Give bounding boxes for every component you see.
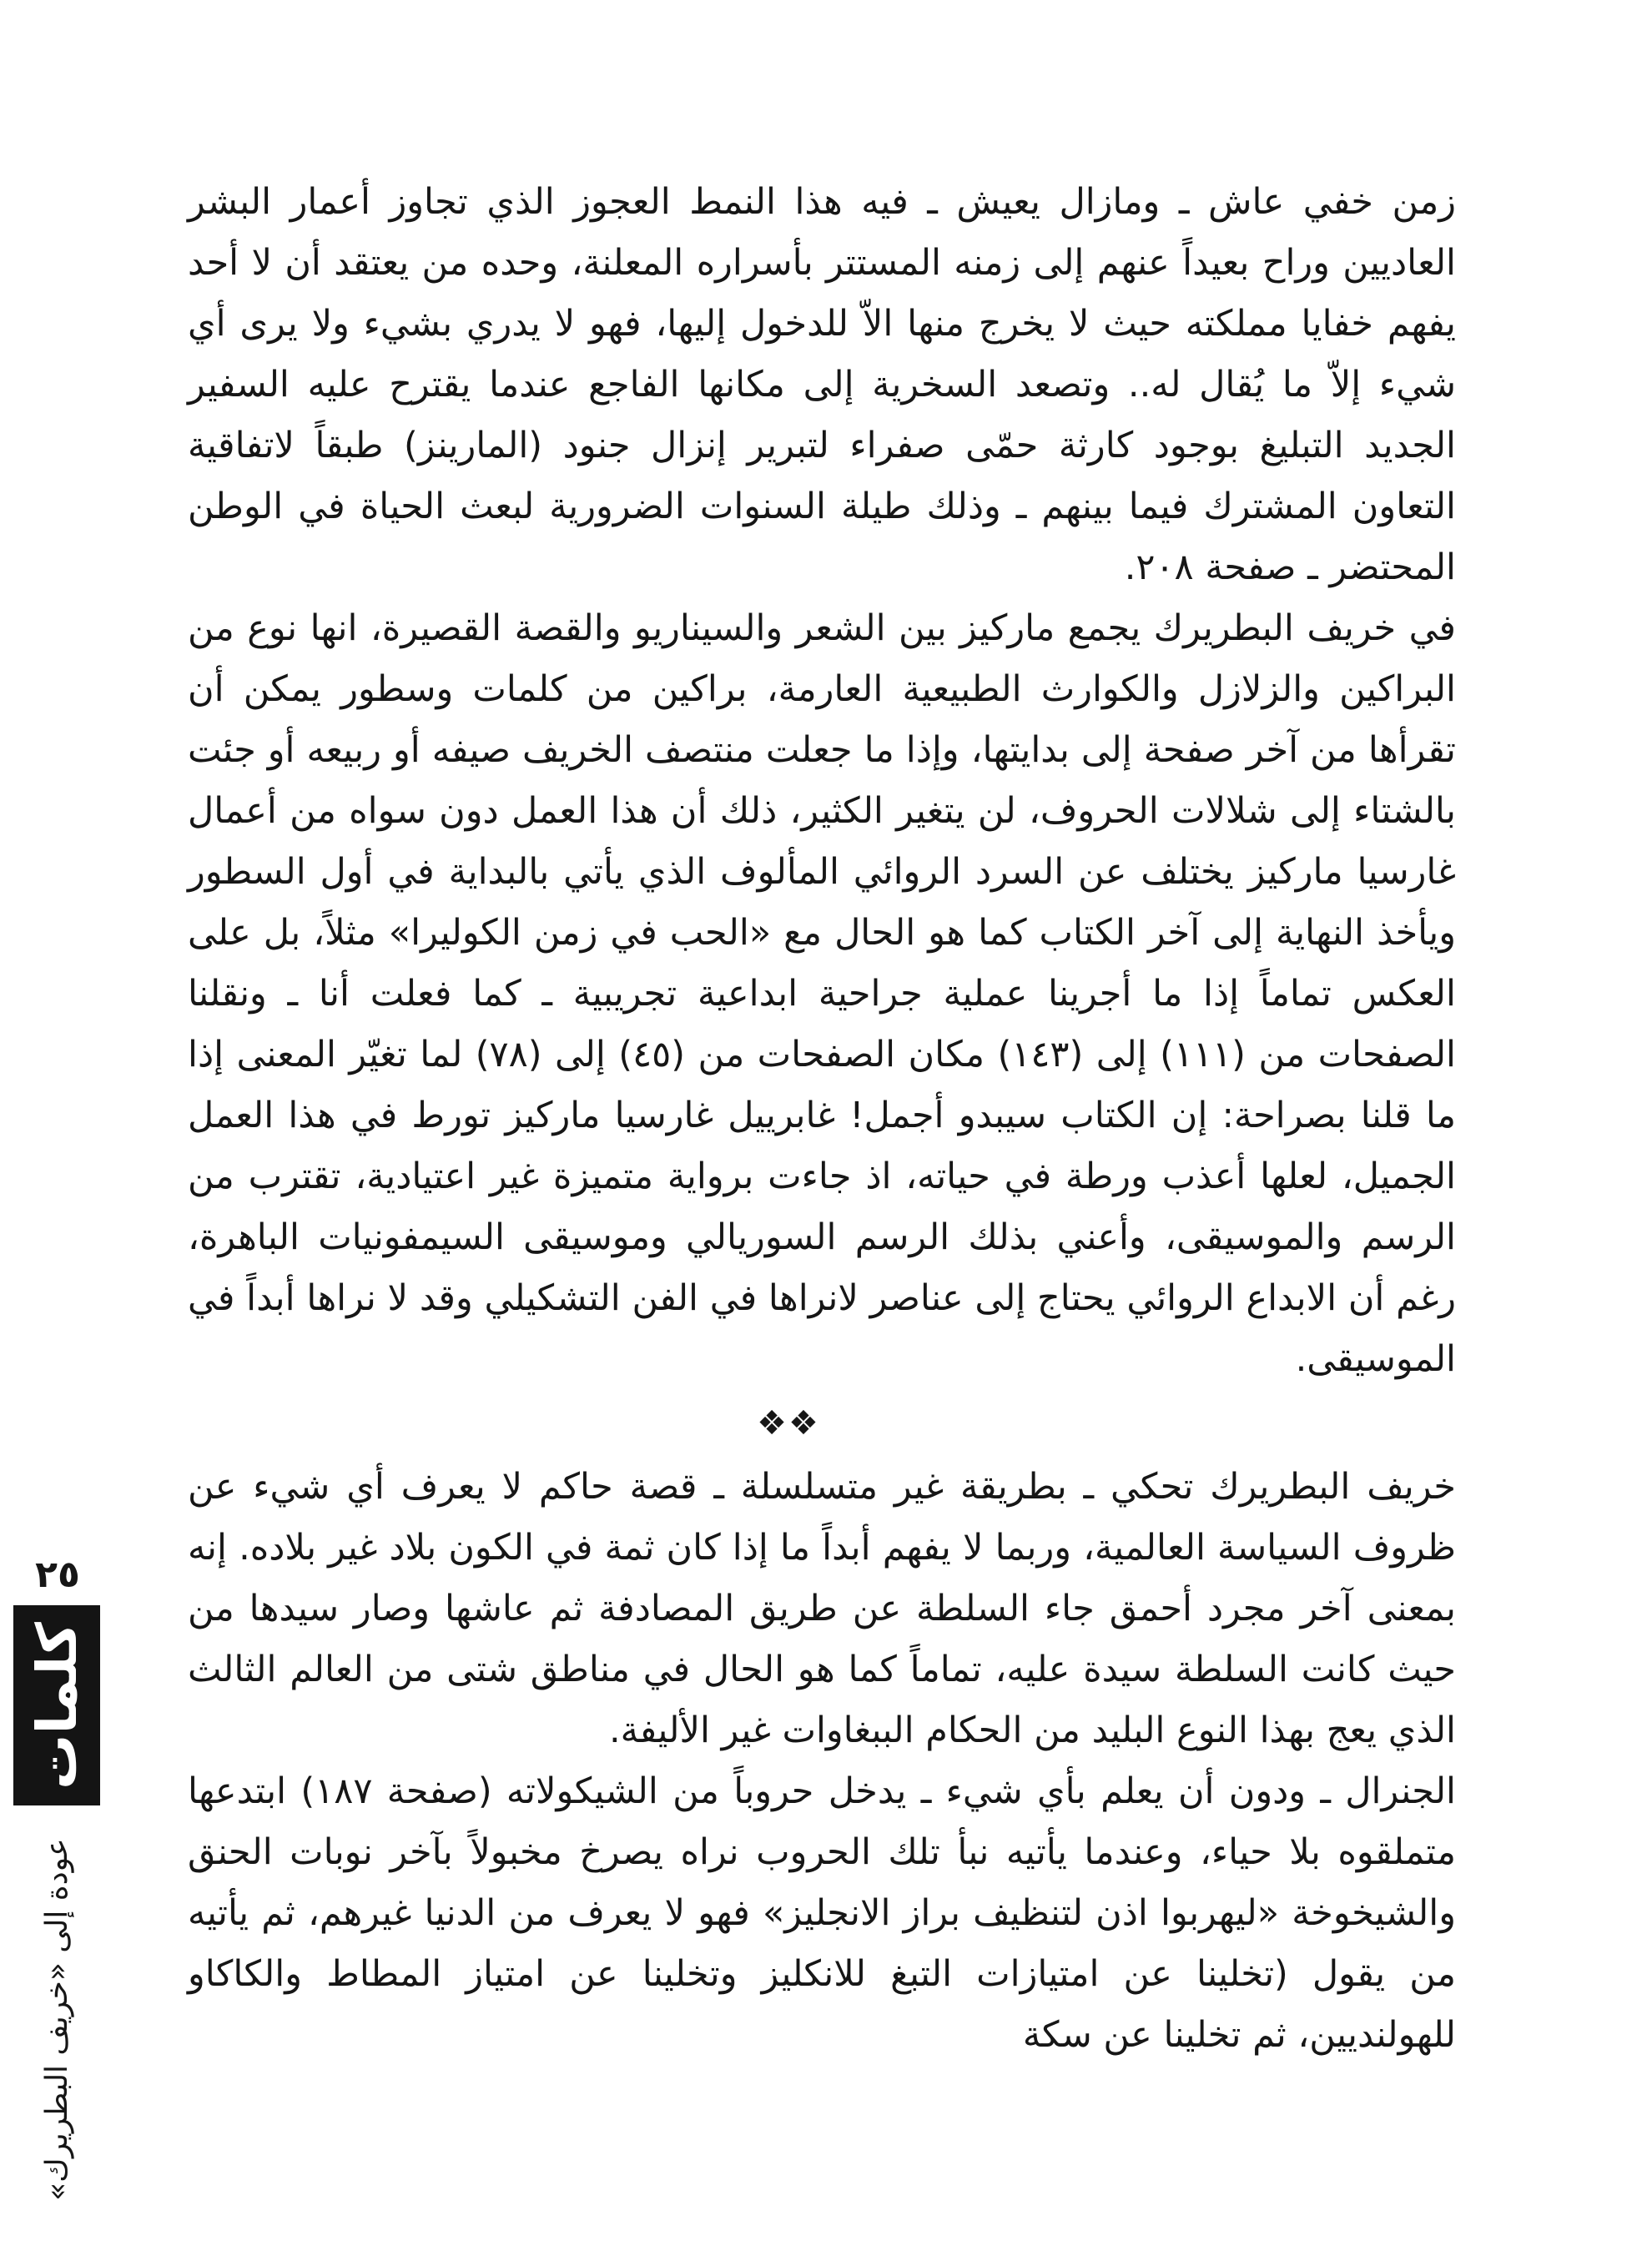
paragraph-1: زمن خفي عاش ـ ومازال يعيش ـ فيه هذا النمط العجوز الذي تجاوز أعمار البشر العاديين وراح بعيداً عنهم إلى زمنه المستتر بأسراره المعلنة، وحده من يعتقد أن لا أحد يفهم خفايا مملكته حيث لا يخرج منها الاّ للدخول إليها، فهو لا يدري بشيء ولا يرى أي شيء إلاّ ما يُقال له.. وتصعد السخرية إلى مكانها الفاجع عندما يقترح عليه السفير الجديد التبليغ بوجود كارثة حمّى صفراء لتبرير إنزال جنود (المارينز) طبقاً لاتفاقية التعاون المشترك فيما بينهم ـ وذلك طيلة السنوات الضرورية لبعث الحياة في الوطن المحتضر ـ صفحة ٢٠٨. <box>188 181 1456 588</box>
paragraph-3: خريف البطريرك تحكي ـ بطريقة غير متسلسلة ـ قصة حاكم لا يعرف أي شيء عن ظروف السياسة العالمية، وربما لا يفهم أبداً ما إذا كان ثمة في الكون بلاد غير بلاده. إنه بمعنى آخر مجرد أحمق جاء السلطة عن طريق المصادفة ثم عاشها وصار سيدها من حيث كانت السلطة سيدة عليه، تماماً كما هو الحال في مناطق شتى من العالم الثالث الذي يعج بهذا النوع البليد من الحكام الببغاوات غير الأليفة. <box>188 1466 1456 1751</box>
article-body <box>188 172 1456 2066</box>
running-title <box>13 1836 100 2203</box>
paragraph-4: الجنرال ـ ودون أن يعلم بأي شيء ـ يدخل حروباً من الشيكولاته (صفحة ١٨٧) ابتدعها متملقوه بلا حياء، وعندما يأتيه نبأ تلك الحروب نراه يصرخ مخبولاً بآخر نوبات الحنق والشيخوخة «ليهربوا اذن لتنظيف براز الانجليز» فهو لا يعرف من الدنيا غيرهم، ثم يأتيه من يقول (تخلينا عن امتيازات التبغ للانكليز وتخلينا عن امتياز المطاط والكاكاو للهولنديين، ثم تخلينا عن سكة <box>188 1770 1456 2056</box>
section-divider-ornament: ❖❖ <box>757 1404 820 1443</box>
magazine-logo-text: كلمات <box>24 1621 89 1790</box>
page-number: ٢٥ <box>35 1554 80 1596</box>
page-margin <box>13 1552 100 2219</box>
paragraph-2: في خريف البطريرك يجمع ماركيز بين الشعر والسيناريو والقصة القصيرة، انها نوع من البراكين والزلازل والكوارث الطبيعية العارمة، براكين من كلمات وسطور يمكن أن تقرأها من آخر صفحة إلى بدايتها، وإذا ما جعلت منتصف الخريف صيفه أو ربيعه أو جئت بالشتاء إلى شلالات الحروف، لن يتغير الكثير، ذلك أن هذا العمل دون سواه من أعمال غارسيا ماركيز يختلف عن السرد الروائي المألوف الذي يأتي بالبداية في أول السطور ويأخذ النهاية إلى آخر الكتاب كما هو الحال مع «الحب في زمن الكوليرا» مثلاً، بل على العكس تماماً إذا ما أجرينا عملية جراحية ابداعية تجريبية ـ كما فعلت أنا ـ ونقلنا الصفحات من (١١١) إلى (١٤٣) مكان الصفحات من (٤٥) إلى (٧٨) لما تغيّر المعنى إذا ما قلنا بصراحة: إن الكتاب سيبدو أجمل! غابرييل غارسيا ماركيز تورط في هذا العمل الجميل، لعلها أعذب ورطة في حياته، اذ جاءت برواية متميزة غير اعتيادية، تقترب من الرسم والموسيقى، وأعني بذلك الرسم السوريالي وموسيقى السيمفونيات الباهرة، رغم أن الابداع الروائي يحتاج إلى عناصر لانراها في الفن التشكيلي وقد لا نراها أبداً في الموسيقى. <box>188 607 1457 1380</box>
magazine-logo <box>13 1605 100 1805</box>
running-title-text: عودة إلى «خريف البطريرك» <box>39 1838 74 2201</box>
